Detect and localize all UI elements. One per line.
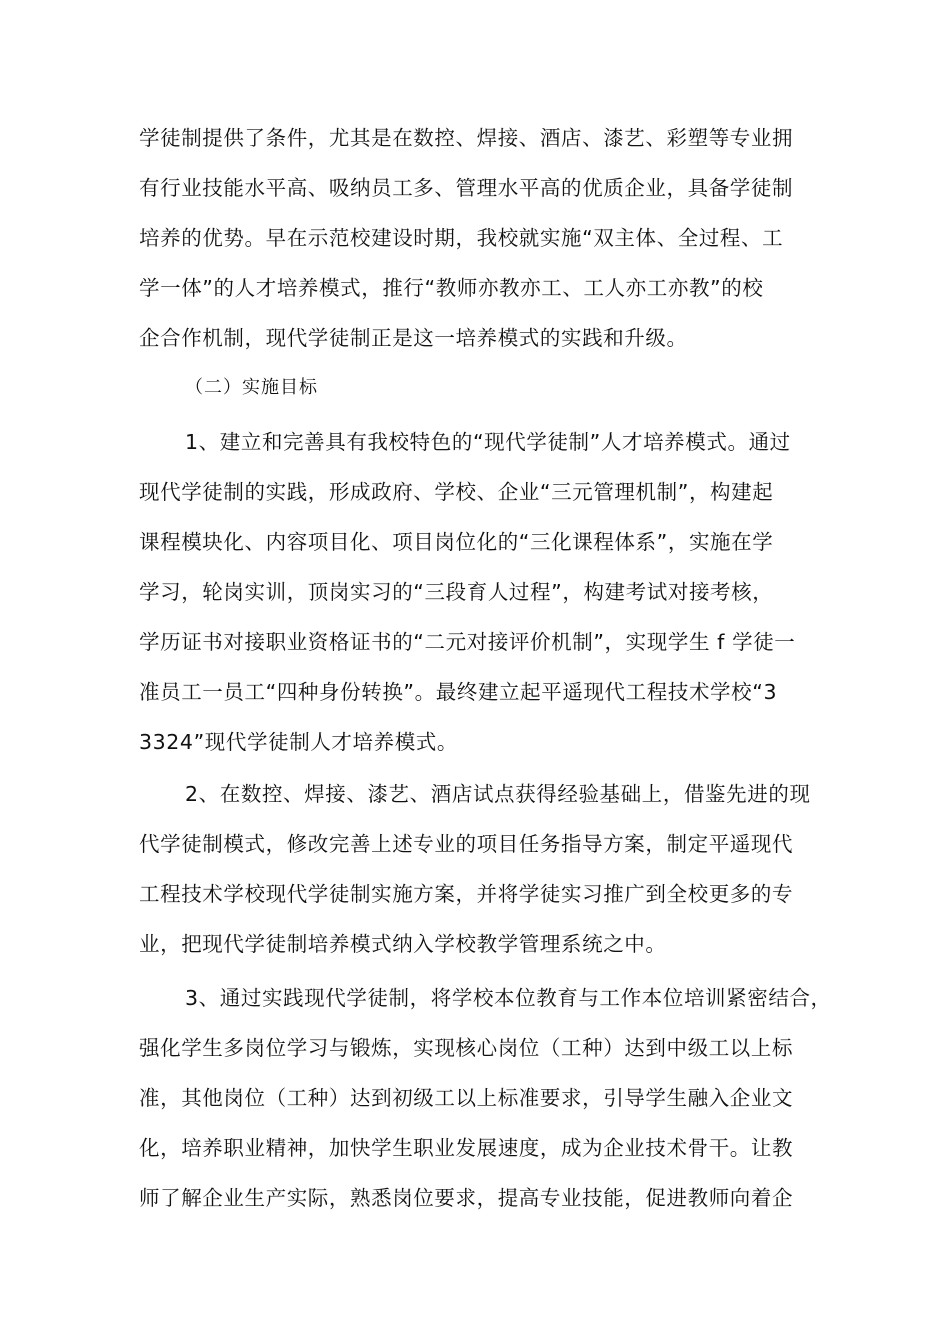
text-line: 化，培养职业精神，加快学生职业发展速度，成为企业技术骨干。让教	[139, 1136, 794, 1160]
paragraph-first-line: 2、在数控、焊接、漆艺、酒店试点获得经验基础上，借鉴先进的现	[185, 782, 811, 806]
text-line: 代学徒制模式，修改完善上述专业的项目任务指导方案，制定平遥现代	[139, 832, 794, 856]
text-line: 准员工一员工“四种身份转换”。最终建立起平遥现代工程技术学校“3	[139, 680, 778, 704]
paragraph-first-line: 3、通过实践现代学徒制，将学校本位教育与工作本位培训紧密结合，	[185, 986, 832, 1010]
text-line: 准，其他岗位（工种）达到初级工以上标准要求，引导学生融入企业文	[139, 1086, 794, 1110]
text-line: 课程模块化、内容项目化、项目岗位化的“三化课程体系”，实施在学	[139, 530, 774, 554]
text-line: 学一体”的人才培养模式，推行“教师亦教亦工、工人亦工亦教”的校	[139, 276, 764, 300]
text-line: 现代学徒制的实践，形成政府、学校、企业“三元管理机制”，构建起	[139, 480, 774, 504]
text-line: 工程技术学校现代学徒制实施方案，并将学徒实习推广到全校更多的专	[139, 882, 794, 906]
text-line: 业，把现代学徒制培养模式纳入学校教学管理系统之中。	[139, 932, 667, 956]
text-line: 培养的优势。早在示范校建设时期，我校就实施“双主体、全过程、工	[139, 226, 784, 250]
text-line: 学历证书对接职业资格证书的“二元对接评价机制”，实现学生 f 学徒一	[139, 630, 796, 654]
text-line: 有行业技能水平高、吸纳员工多、管理水平高的优质企业，具备学徒制	[139, 176, 794, 200]
text-line: 企合作机制，现代学徒制正是这一培养模式的实践和升级。	[139, 326, 688, 350]
text-line: 学习，轮岗实训，顶岗实习的“三段育人过程”，构建考试对接考核，	[139, 580, 774, 604]
text-line: 3324”现代学徒制人才培养模式。	[139, 730, 458, 754]
paragraph-first-line: 1、建立和完善具有我校特色的“现代学徒制”人才培养模式。通过	[185, 430, 791, 454]
text-line: 学徒制提供了条件，尤其是在数控、焊接、酒店、漆艺、彩塑等专业拥	[139, 126, 794, 150]
text-line: 师了解企业生产实际，熟悉岗位要求，提高专业技能，促进教师向着企	[139, 1186, 794, 1210]
text-line: 强化学生多岗位学习与锻炼，实现核心岗位（工种）达到中级工以上标	[139, 1036, 794, 1060]
section-heading: （二）实施目标	[185, 377, 318, 398]
